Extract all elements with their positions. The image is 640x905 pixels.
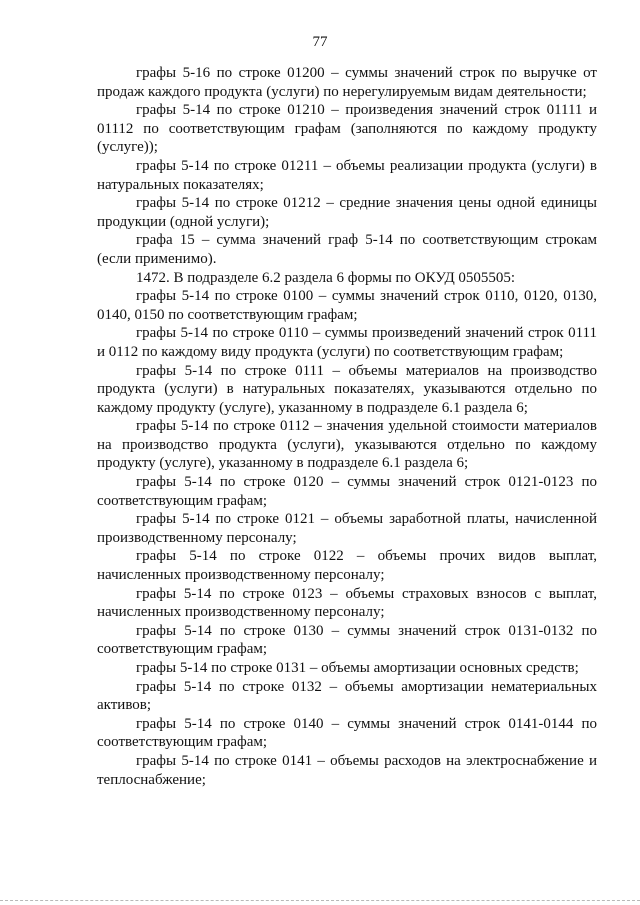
paragraph: графы 5-14 по строке 0110 – суммы произведений значений строк 0111 и 0112 по каждому виду продукта (услуги) по соответствующим графам; (97, 325, 597, 360)
paragraph: графы 5-14 по строке 0111 – объемы материалов на производство продукта (услуги) в натуральных показателях, указываются отдельно по каждому продукту (услуге), указанному в подразделе 6.1 раздела 6; (97, 362, 597, 416)
section-heading-paragraph: 1472. В подразделе 6.2 раздела 6 формы по ОКУД 0505505: (136, 269, 516, 286)
document-body (97, 64, 597, 789)
page-number: 77 (312, 34, 328, 50)
paragraph: графы 5-14 по строке 0100 – суммы значений строк 0110, 0120, 0130, 0140, 0150 по соответствующим графам; (97, 288, 597, 323)
paragraph: графы 5-14 по строке 0120 – суммы значений строк 0121-0123 по соответствующим графам; (97, 474, 597, 509)
paragraph: графы 5-14 по строке 0140 – суммы значений строк 0141-0144 по соответствующим графам; (97, 715, 597, 751)
paragraph: графы 5-14 по строке 0121 – объемы заработной платы, начисленной производственному персоналу; (97, 511, 597, 546)
paragraph: графы 5-14 по строке 0130 – суммы значений строк 0131-0132 по соответствующим графам; (97, 622, 597, 658)
scan-bottom-edge (0, 900, 640, 901)
paragraph: графы 5-14 по строке 0132 – объемы амортизации нематериальных активов; (97, 678, 597, 714)
paragraph: графы 5-14 по строке 0141 – объемы расходов на электроснабжение и теплоснабжение; (97, 752, 597, 788)
paragraph: графы 5-14 по строке 0122 – объемы прочих видов выплат, начисленных производственному персоналу; (97, 548, 597, 584)
paragraph: графы 5-14 по строке 01210 – произведения значений строк 01111 и 01112 по соответствующим графам (заполняются по каждому продукту (услуге)); (97, 102, 597, 156)
paragraph: графы 5-14 по строке 0112 – значения удельной стоимости материалов на производство продукта (услуги), указываются отдельно по каждому продукту (услуге), указанному в подразделе 6.1 раздела 6; (97, 418, 597, 472)
paragraph: графы 5-14 по строке 01211 – объемы реализации продукта (услуги) в натуральных показателях; (97, 157, 597, 193)
paragraph: графы 5-14 по строке 01212 – средние значения цены одной единицы продукции (одной услуги); (97, 195, 597, 230)
paragraph: графы 5-16 по строке 01200 – суммы значений строк по выручке от продаж каждого продукта (услуги) по нерегулируемым видам деятельности; (97, 65, 597, 100)
paragraph: графы 5-14 по строке 0123 – объемы страховых взносов с выплат, начисленных производственному персоналу; (97, 585, 597, 621)
paragraph: графа 15 – сумма значений граф 5-14 по соответствующим строкам (если применимо). (97, 232, 597, 267)
paragraph: графы 5-14 по строке 0131 – объемы амортизации основных средств; (136, 660, 579, 676)
